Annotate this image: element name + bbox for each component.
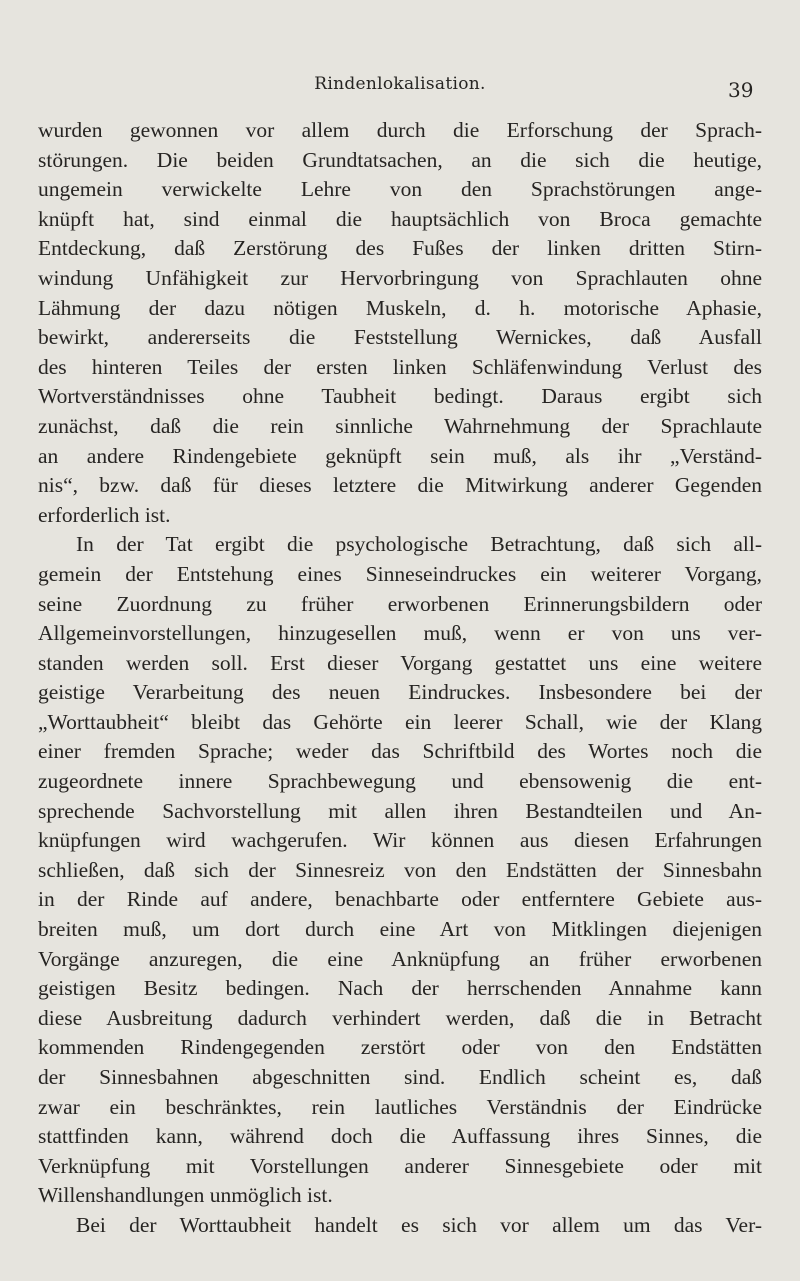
text-line: wurden gewonnen vor allem durch die Erforschung der Sprach- [38,118,762,142]
text-line: an andere Rindengebiete geknüpft sein muß, als ihr „Verständ- [38,443,762,468]
text-line: zugeordnete innere Sprachbewegung und ebensowenig die ent- [38,769,762,794]
text-line: seine Zuordnung zu früher erworbenen Erinnerungsbildern oder [38,591,762,616]
text-line: störungen. Die beiden Grundtatsachen, an die sich die heutige, [38,147,762,172]
text-line: Vorgänge anzuregen, die eine Anknüpfung an früher erworbenen [38,946,762,971]
running-title: Rindenlokalisation. [314,74,486,94]
text-line: knüpft hat, sind einmal die hauptsächlich von Broca gemachte [38,206,762,231]
text-line: Entdeckung, daß Zerstörung des Fußes der linken dritten Stirn- [38,236,762,261]
text-line: „Worttaubheit“ bleibt das Gehörte ein leerer Schall, wie der Klang [38,709,762,734]
text-line: in der Rinde auf andere, benachbarte oder entferntere Gebiete aus- [38,887,762,912]
text-line: einer fremden Sprache; weder das Schriftbild des Wortes noch die [38,739,762,764]
text-line: standen werden soll. Erst dieser Vorgang gestattet uns eine weitere [38,650,762,675]
body-text [38,116,762,1241]
page-number: 39 [728,78,754,102]
text-line: diese Ausbreitung dadurch verhindert werden, daß die in Betracht [38,1005,762,1030]
text-line: stattfinden kann, während doch die Auffassung ihres Sinnes, die [38,1124,762,1149]
text-line: gemein der Entstehung eines Sinneseindruckes ein weiterer Vorgang, [38,561,762,586]
text-line: sprechende Sachvorstellung mit allen ihren Bestandteilen und An- [38,798,762,823]
text-line: kommenden Rindengegenden zerstört oder von den Endstätten [38,1035,762,1060]
text-line: geistigen Besitz bedingen. Nach der herrschenden Annahme kann [38,976,762,1001]
text-line: der Sinnesbahnen abgeschnitten sind. Endlich scheint es, daß [38,1065,762,1089]
text-line: Bei der Worttaubheit handelt es sich vor allem um das Ver- [76,1212,762,1237]
text-line: ungemein verwickelte Lehre von den Sprachstörungen ange- [38,177,762,202]
text-line: des hinteren Teiles der ersten linken Schläfenwindung Verlust des [38,354,762,379]
text-line: Wortverständnisses ohne Taubheit bedingt. Daraus ergibt sich [38,384,762,409]
text-line: Lähmung der dazu nötigen Muskeln, d. h. motorische Aphasie, [38,295,762,320]
text-line: geistige Verarbeitung des neuen Eindruckes. Insbesondere bei der [38,680,762,705]
text-line: Verknüpfung mit Vorstellungen anderer Sinnesgebiete oder mit [38,1153,762,1178]
text-line: schließen, daß sich der Sinnesreiz von den Endstätten der Sinnesbahn [38,857,762,882]
text-line: Willenshandlungen unmöglich ist. [38,1183,333,1208]
text-line: bewirkt, andererseits die Feststellung Wernickes, daß Ausfall [38,325,762,350]
text-line: zwar ein beschränktes, rein lautliches Verständnis der Eindrücke [38,1094,762,1119]
text-line: nis“, bzw. daß für dieses letztere die Mitwirkung anderer Gegenden [38,473,762,498]
text-line: zunächst, daß die rein sinnliche Wahrnehmung der Sprachlaute [38,413,762,438]
text-line: windung Unfähigkeit zur Hervorbringung von Sprachlauten ohne [38,265,762,290]
text-line: erforderlich ist. [38,502,171,527]
text-line: breiten muß, um dort durch eine Art von Mitklingen diejenigen [38,917,762,942]
text-line: In der Tat ergibt die psychologische Betrachtung, daß sich all- [76,532,762,557]
text-line: knüpfungen wird wachgerufen. Wir können aus diesen Erfahrungen [38,828,762,853]
text-line: Allgemeinvorstellungen, hinzugesellen muß, wenn er von uns ver- [38,621,762,646]
